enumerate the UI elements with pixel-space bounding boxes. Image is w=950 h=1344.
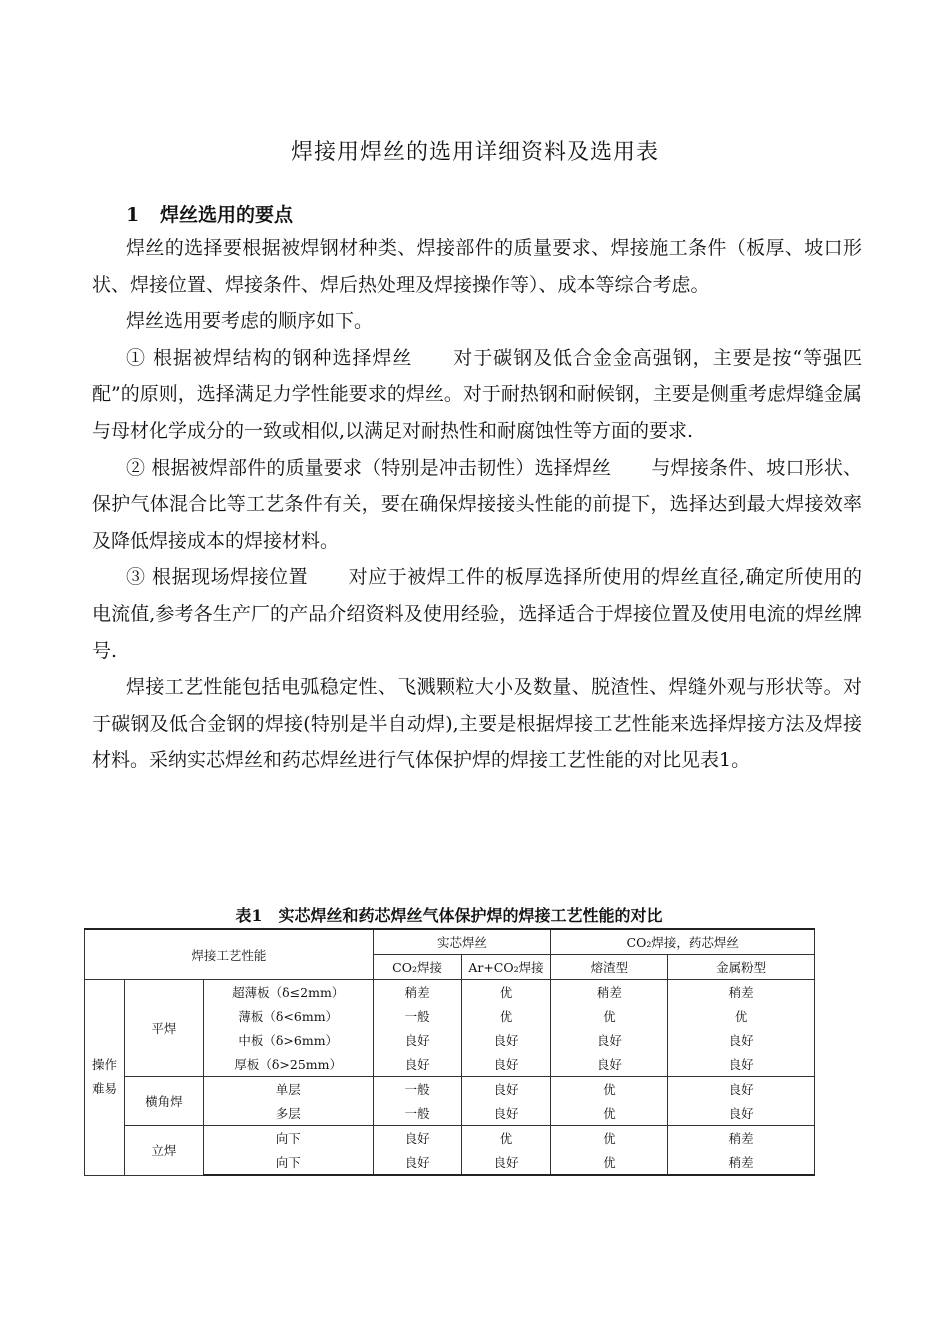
cell: 优 bbox=[551, 1150, 668, 1175]
paragraph-4-lead: ② 根据被焊部件的质量要求（特别是冲击韧性）选择焊丝 bbox=[126, 456, 612, 479]
section-title: 焊丝选用的要点 bbox=[160, 204, 294, 226]
table-caption: 表1 实芯焊丝和药芯焊丝气体保护焊的焊接工艺性能的对比 bbox=[235, 906, 663, 925]
cell: 良好 bbox=[461, 1150, 551, 1175]
cell: 良好 bbox=[668, 1101, 815, 1126]
cell: 良好 bbox=[668, 1052, 815, 1077]
paragraph-5-text: 对应于被焊工件的板厚选择所使用的焊丝直径,确定所使用的电流值,参考各生产厂的产品介绍资料及使用经验，选择适合于焊接位置及使用电流的焊丝牌号. bbox=[92, 566, 862, 662]
paragraph-1: 焊丝的选择要根据被焊钢材种类、焊接部件的质量要求、焊接施工条件（板厚、坡口形状、焊接位置、焊接条件、焊后热处理及焊接操作等）、成本等综合考虑。 bbox=[92, 237, 862, 296]
cell: 稍差 bbox=[668, 1126, 815, 1151]
cell: 优 bbox=[668, 1004, 815, 1028]
cell: 优 bbox=[551, 1004, 668, 1028]
cell: 良好 bbox=[668, 1077, 815, 1102]
table-row bbox=[85, 980, 815, 1005]
header-slag: 熔渣型 bbox=[551, 955, 668, 980]
cell: 良好 bbox=[551, 1052, 668, 1077]
row-label: 厚板（δ>25mm） bbox=[203, 1052, 373, 1077]
section-heading bbox=[126, 200, 293, 227]
paragraph-5-lead: ③ 根据现场焊接位置 bbox=[126, 566, 309, 589]
cell: 良好 bbox=[373, 1150, 461, 1175]
horizontal-label: 横角焊 bbox=[124, 1077, 203, 1126]
cell: 稍差 bbox=[551, 980, 668, 1005]
paragraph-4-text: 与焊接条件、坡口形状、保护气体混合比等工艺条件有关，要在确保焊接接头性能的前提下，选择达到最大焊接效率及降低焊接成本的焊接材料。 bbox=[92, 456, 862, 552]
document-body bbox=[92, 230, 862, 779]
header-property: 焊接工艺性能 bbox=[85, 929, 374, 980]
cell: 良好 bbox=[373, 1028, 461, 1052]
paragraph-3 bbox=[92, 340, 862, 450]
document-title: 焊接用焊丝的选用详细资料及选用表 bbox=[290, 140, 659, 165]
header-metal-powder: 金属粉型 bbox=[668, 955, 815, 980]
paragraph-3-lead: ① 根据被焊结构的钢种选择焊丝 bbox=[126, 346, 413, 369]
cell: 良好 bbox=[461, 1052, 551, 1077]
row-label: 中板（δ>6mm） bbox=[203, 1028, 373, 1052]
flat-label: 平焊 bbox=[124, 980, 203, 1077]
row-label: 薄板（δ<6mm） bbox=[203, 1004, 373, 1028]
cell: 优 bbox=[551, 1101, 668, 1126]
cell: 良好 bbox=[461, 1101, 551, 1126]
cell: 良好 bbox=[668, 1028, 815, 1052]
row-label: 向下 bbox=[203, 1126, 373, 1151]
cell: 一般 bbox=[373, 1101, 461, 1126]
cell: 优 bbox=[461, 1126, 551, 1151]
header-solid-wire: 实芯焊丝 bbox=[373, 929, 551, 955]
cell: 一般 bbox=[373, 1077, 461, 1102]
cell: 优 bbox=[551, 1077, 668, 1102]
paragraph-6: 焊接工艺性能包括电弧稳定性、飞溅颗粒大小及数量、脱渣性、焊缝外观与形状等。对于碳钢及低合金钢的焊接(特别是半自动焊),主要是根据焊接工艺性能来选择焊接方法及焊接材料。采纳实芯焊丝和药芯焊丝进行气体保护焊的焊接工艺性能的对比见表1。 bbox=[92, 676, 862, 772]
cell: 良好 bbox=[373, 1126, 461, 1151]
header-co2: CO₂焊接 bbox=[373, 955, 461, 980]
cell: 稍差 bbox=[373, 980, 461, 1005]
paragraph-5 bbox=[92, 559, 862, 669]
paragraph-2: 焊丝选用要考虑的顺序如下。 bbox=[126, 310, 374, 333]
row-label: 向下 bbox=[203, 1150, 373, 1175]
cell: 良好 bbox=[461, 1028, 551, 1052]
section-number: 1 bbox=[126, 204, 140, 226]
table-row bbox=[85, 1126, 815, 1151]
table-header-row bbox=[85, 929, 815, 955]
row-label: 多层 bbox=[203, 1101, 373, 1126]
row-label: 超薄板（δ≤2mm） bbox=[203, 980, 373, 1005]
cell: 优 bbox=[461, 980, 551, 1005]
cell: 优 bbox=[461, 1004, 551, 1028]
cell: 良好 bbox=[461, 1077, 551, 1102]
row-label: 单层 bbox=[203, 1077, 373, 1102]
paragraph-3-text: 对于碳钢及低合金金高强钢，主要是按“等强匹配”的原则，选择满足力学性能要求的焊丝。对于耐热钢和耐候钢，主要是侧重考虑焊缝金属与母材化学成分的一致或相似,以满足对耐热性和耐腐蚀性等方面的要求. bbox=[92, 346, 862, 442]
cell: 稍差 bbox=[668, 980, 815, 1005]
table-row bbox=[85, 1077, 815, 1102]
paragraph-4 bbox=[92, 450, 862, 560]
group-label: 操作难易 bbox=[85, 980, 125, 1176]
cell: 良好 bbox=[373, 1052, 461, 1077]
comparison-table bbox=[84, 928, 815, 1176]
vertical-label: 立焊 bbox=[124, 1126, 203, 1176]
header-flux-cored: CO₂焊接，药芯焊丝 bbox=[551, 929, 815, 955]
cell: 良好 bbox=[551, 1028, 668, 1052]
header-ar-co2: Ar+CO₂焊接 bbox=[461, 955, 551, 980]
cell: 稍差 bbox=[668, 1150, 815, 1175]
cell: 一般 bbox=[373, 1004, 461, 1028]
cell: 优 bbox=[551, 1126, 668, 1151]
